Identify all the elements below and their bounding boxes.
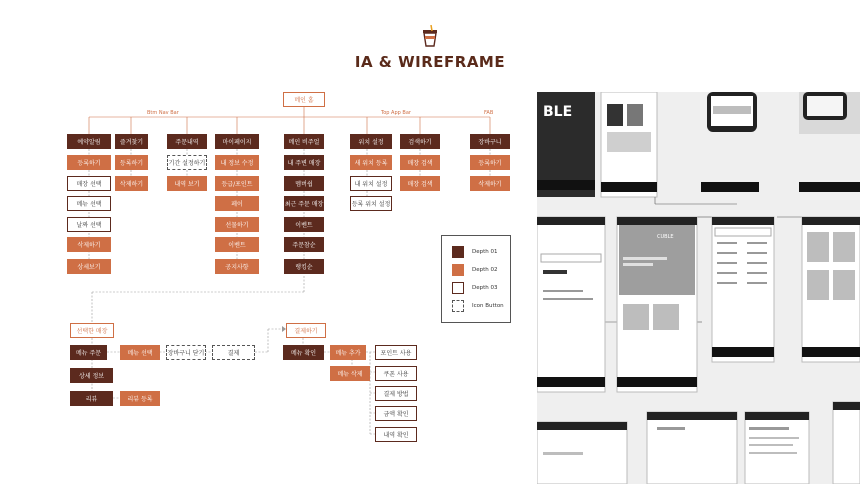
node-c4-1: 내 정보 수정: [215, 155, 259, 170]
node-c1-0: 예약알림: [67, 134, 111, 149]
node-c5-0: 메인 비주얼: [284, 134, 324, 149]
node-checkout: 결제하기: [286, 323, 326, 338]
node-cart-close: 장바구니 닫기: [166, 345, 206, 360]
svg-text:CUBLE: CUBLE: [657, 234, 674, 240]
node-c1-6: 상세보기: [67, 259, 111, 274]
node-c4-2: 등급/포인트: [215, 176, 259, 191]
node-history: 내역 확인: [375, 427, 417, 442]
node-menu-del: 메뉴 삭제: [330, 366, 370, 381]
nav-label-btm: Btm Nav Bar: [147, 110, 179, 116]
node-coupon: 쿠폰 사용: [375, 366, 417, 381]
node-c4-3: 페이: [215, 196, 259, 211]
node-select: 메뉴 선택: [120, 345, 160, 360]
node-c3-0: 주문내역: [167, 134, 207, 149]
legend-item-icon-button: Icon Button: [452, 300, 504, 312]
node-c1-5: 삭제하기: [67, 237, 111, 252]
node-c8-1: 등록하기: [470, 155, 510, 170]
node-detail: 상세 정보: [70, 368, 113, 383]
node-c8-0: 장바구니: [470, 134, 510, 149]
node-c1-1: 등록하기: [67, 155, 111, 170]
node-c6-0: 위치 설정: [350, 134, 392, 149]
node-c3-2: 내역 보기: [167, 176, 207, 191]
node-c2-2: 삭제하기: [115, 176, 148, 191]
node-c7-2: 매장 검색: [400, 176, 440, 191]
node-menu-add: 메뉴 추가: [330, 345, 366, 360]
legend: [441, 235, 511, 323]
wireframe-collage: [537, 92, 860, 484]
page-title: IA & WIREFRAME: [354, 53, 506, 71]
node-c4-5: 이벤트: [215, 237, 259, 252]
legend-item-depth3: Depth 03: [452, 282, 498, 294]
node-c5-2: 멤버쉽: [284, 176, 324, 191]
node-c7-1: 매장 검색: [400, 155, 440, 170]
node-c5-1: 내 주변 매장: [284, 155, 324, 170]
node-review-reg: 리뷰 등록: [120, 391, 160, 406]
node-c5-3: 최근 주문 매장: [284, 196, 324, 211]
node-c5-5: 주문참순: [284, 237, 324, 252]
node-c2-1: 등록하기: [115, 155, 148, 170]
node-c4-0: 마이페이지: [215, 134, 259, 149]
nav-label-fab: FAB: [484, 110, 494, 116]
node-c5-4: 이벤트: [284, 217, 324, 232]
node-c1-4: 날짜 선택: [67, 217, 111, 232]
node-method: 결제 방법: [375, 386, 417, 401]
legend-item-depth1: Depth 01: [452, 246, 498, 258]
root-node: 메인 홈: [283, 92, 325, 107]
node-store: 선택한 매장: [70, 323, 114, 338]
node-c4-6: 공지사항: [215, 259, 259, 274]
node-c5-6: 랭킹순: [284, 259, 324, 274]
node-pay: 결제: [212, 345, 255, 360]
nav-label-top: Top App Bar: [381, 110, 411, 116]
svg-text:BLE: BLE: [543, 104, 573, 120]
node-c4-4: 선물하기: [215, 217, 259, 232]
node-c3-1: 기간 설정하기: [167, 155, 207, 170]
legend-item-depth2: Depth 02: [452, 264, 498, 276]
node-c1-2: 매장 선택: [67, 176, 111, 191]
node-point: 포인트 사용: [375, 345, 417, 360]
node-c8-2: 삭제하기: [470, 176, 510, 191]
node-c1-3: 메뉴 선택: [67, 196, 111, 211]
node-c6-2: 내 위치 설정: [350, 176, 392, 191]
node-c6-1: 새 위치 등록: [350, 155, 392, 170]
wireframe-illustration: [537, 92, 860, 484]
node-c7-0: 검색하기: [400, 134, 440, 149]
node-order: 메뉴 주문: [70, 345, 107, 360]
node-review: 리뷰: [70, 391, 113, 406]
node-menu-check: 메뉴 확인: [283, 345, 324, 360]
node-amount: 금액 확인: [375, 406, 417, 421]
cup-logo-icon: [421, 25, 439, 47]
node-c6-3: 등록 위치 설정: [350, 196, 392, 211]
node-c2-0: 즐겨찾기: [115, 134, 148, 149]
